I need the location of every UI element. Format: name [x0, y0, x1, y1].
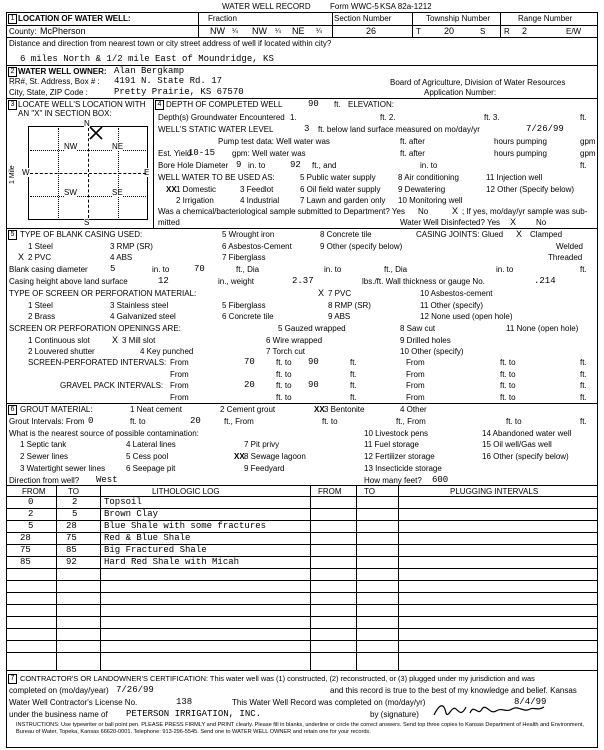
- direction-value: West: [96, 475, 118, 485]
- gw-2: ft. 2.: [380, 113, 396, 122]
- joints-x: X: [516, 229, 523, 239]
- screen-8[interactable]: 8 RMP (SR): [328, 301, 371, 310]
- city-label: City, State, ZIP Code :: [9, 88, 88, 97]
- opening-5[interactable]: 5 Gauzed wrapped: [278, 324, 346, 333]
- owner-value: Alan Bergkamp: [114, 66, 185, 76]
- certification-text: CONTRACTOR'S OR LANDOWNER'S CERTIFICATION: This water well was (1) constructed, (2) reconstructed, or (3) plugged under my jurisdiction and was: [20, 674, 535, 683]
- grout-to-value: 20: [190, 416, 201, 426]
- compass-s: S: [84, 218, 90, 227]
- address-label: RR#, St. Address, Box # :: [9, 77, 100, 86]
- contam-10[interactable]: 10 Livestock pens: [364, 429, 429, 438]
- hours-1: hours pumping: [494, 137, 547, 146]
- use-5[interactable]: 5 Public water supply: [300, 173, 376, 182]
- gp-ft-2: ft.: [580, 381, 587, 390]
- grout-ft-to: ft. to: [130, 417, 146, 426]
- log-row-desc: Topsoil: [104, 497, 142, 507]
- distance-value: 6 miles North & 1/2 mile East of Moundridge, KS: [20, 54, 274, 64]
- signature-scribble: [430, 699, 550, 721]
- log-row-desc: Red & Blue Shale: [104, 533, 191, 543]
- contam-label: What is the nearest source of possible contamination:: [9, 429, 199, 438]
- gp-to-b: ft. to: [276, 393, 292, 402]
- log-row-from: 0: [28, 497, 34, 507]
- weight-value: 2.37: [292, 276, 314, 286]
- depth-ft: ft.: [334, 100, 341, 109]
- sp-from-2b: From: [406, 370, 425, 379]
- address-value: 4191 N. State Rd. 17: [114, 76, 223, 86]
- log-header-lithologic: LITHOLOGIC LOG: [152, 487, 220, 496]
- business-label: under the business name of: [9, 710, 108, 719]
- log-header-from-2: FROM: [318, 487, 342, 496]
- gp-from-2b: From: [406, 393, 425, 402]
- contam-16[interactable]: 16 Other (specify below): [482, 452, 569, 461]
- opening-4[interactable]: 4 Key punched: [140, 347, 194, 356]
- gp-ft-2b: ft.: [580, 393, 587, 402]
- quarter-1: ¼: [232, 28, 238, 35]
- casing-4[interactable]: 4 ABS: [110, 253, 133, 262]
- sp-ft-2: ft.: [580, 358, 587, 367]
- completed-label: completed on (mo/day/year): [9, 686, 109, 695]
- opening-3[interactable]: 3 Mill slot: [122, 336, 156, 345]
- grout-label: GROUT MATERIAL:: [20, 405, 93, 414]
- contam-11[interactable]: 11 Fuel storage: [364, 440, 419, 449]
- log-row-to: 28: [66, 521, 77, 531]
- direction-label: Direction from well?: [9, 476, 80, 485]
- quadrant-sw: SW: [64, 188, 77, 197]
- opening-11[interactable]: 11 None (open hole): [506, 324, 579, 333]
- screen-4[interactable]: 4 Galvanized steel: [110, 312, 176, 321]
- ksa-ref: KSA 82a-1212: [380, 2, 432, 11]
- contam-13[interactable]: 13 Insecticide storage: [364, 464, 442, 473]
- fraction-1: NW: [210, 26, 225, 36]
- diameter-value: 5: [110, 264, 116, 274]
- pump-label: Pump test data: Well water was: [218, 137, 330, 146]
- grout-intervals-label: Grout Intervals: From: [9, 417, 85, 426]
- use-1[interactable]: 1 Domestic: [176, 185, 217, 194]
- diameter-in: in. to: [152, 265, 170, 274]
- sp-to-b: ft. to: [276, 370, 292, 379]
- gauge-value: .214: [534, 276, 556, 286]
- quarter-3: ¼: [316, 28, 322, 35]
- log-header-from: FROM: [22, 487, 46, 496]
- screen-type-label: TYPE OF SCREEN OR PERFORATION MATERIAL:: [9, 289, 197, 298]
- contam-3[interactable]: 3 Watertight sewer lines: [20, 464, 106, 473]
- bore-in: in. to: [248, 161, 266, 170]
- diameter-ft3: ft.: [580, 265, 587, 274]
- use-9[interactable]: 9 Dewatering: [398, 185, 446, 194]
- height-label: Casing height above land surface: [9, 277, 128, 286]
- log-header-plugging: PLUGGING INTERVALS: [450, 487, 539, 496]
- gp-from-b: From: [170, 393, 189, 402]
- contam-6[interactable]: 6 Seepage pit: [126, 464, 176, 473]
- grout-ft-end: ft.: [580, 417, 587, 426]
- use-3[interactable]: 3 Feedlot: [240, 185, 274, 194]
- log-row-from: 75: [20, 545, 31, 555]
- diameter-label: Blank casing diameter: [9, 265, 88, 274]
- contam-5[interactable]: 5 Cess pool: [126, 452, 169, 461]
- license-label: Water Well Contractor's License No.: [9, 698, 138, 707]
- use-7[interactable]: 7 Lawn and garden only: [300, 196, 386, 205]
- county-value: McPherson: [40, 26, 86, 36]
- casing-5[interactable]: 5 Wrought iron: [222, 230, 275, 239]
- form-title: WATER WELL RECORD: [222, 2, 311, 11]
- opening-10[interactable]: 10 Other (specify): [400, 347, 464, 356]
- grout-4[interactable]: 4 Other: [400, 405, 427, 414]
- casing-6[interactable]: 6 Asbestos-Cement: [222, 242, 292, 251]
- gp-from: From: [170, 381, 189, 390]
- gp-to-2b: ft. to: [500, 393, 516, 402]
- township-value: 20: [444, 26, 455, 36]
- opening-1[interactable]: 1 Continuous slot: [28, 336, 90, 345]
- contam-1[interactable]: 1 Septic tank: [20, 440, 67, 449]
- sp-ft-b: ft.: [350, 370, 357, 379]
- bore-in2: in. to: [420, 161, 438, 170]
- sp-from-value: 70: [244, 357, 255, 367]
- openings-label: SCREEN OR PERFORATION OPENINGS ARE:: [9, 324, 181, 333]
- bore-to: 92: [290, 160, 301, 170]
- location-label: LOCATION OF WATER WELL:: [18, 14, 131, 23]
- casing-9[interactable]: 9 Other (specify below): [320, 242, 403, 251]
- log-header-to-2: TO: [364, 487, 375, 496]
- weight-label: in., weight: [218, 277, 255, 286]
- diameter-to: 70: [194, 264, 205, 274]
- quadrant-nw: NW: [64, 142, 78, 151]
- gp-to-value: 90: [308, 380, 319, 390]
- county-label: County:: [9, 27, 37, 36]
- log-header-to: TO: [68, 487, 79, 496]
- opening-9[interactable]: 9 Drilled holes: [400, 336, 451, 345]
- welded-label[interactable]: Welded: [556, 242, 583, 251]
- range-ew: E/W: [566, 27, 582, 36]
- opening-6[interactable]: 6 Wire wrapped: [266, 336, 323, 345]
- sp-from: From: [170, 358, 189, 367]
- quadrant-se: SE: [112, 188, 123, 197]
- compass-e: E: [144, 168, 150, 177]
- application-label: Application Number:: [424, 88, 497, 97]
- height-value: 12: [158, 276, 169, 286]
- gp-to: ft. to: [276, 381, 292, 390]
- fraction-label: Fraction: [208, 14, 237, 23]
- screen-2[interactable]: 2 Brass: [28, 312, 56, 321]
- grout-3[interactable]: 3 Bentonite: [324, 405, 365, 414]
- sp-ft: ft.: [350, 358, 357, 367]
- grout-ft-to-3: ft. to: [506, 417, 522, 426]
- diameter-ft2: ft., Dia: [384, 265, 408, 274]
- contam-14[interactable]: 14 Abandoned water well: [482, 429, 572, 438]
- static-label: WELL'S STATIC WATER LEVEL: [158, 125, 274, 134]
- sp-to-value: 90: [308, 357, 319, 367]
- chem-label: Was a chemical/bacteriological sample submitted to Department? Yes: [158, 207, 405, 216]
- howmany-value: 600: [432, 475, 449, 485]
- township-label: Township Number: [426, 14, 491, 23]
- contam-4[interactable]: 4 Lateral lines: [126, 440, 176, 449]
- yield-value: 10-15: [188, 148, 216, 158]
- gpm-2: gpm: [580, 149, 596, 158]
- section-number: 4: [155, 100, 164, 110]
- bore-ft2: ft.: [580, 161, 587, 170]
- screen-intervals-label: SCREEN-PERFORATED INTERVALS:: [28, 358, 167, 367]
- depth-label: DEPTH OF COMPLETED WELL: [166, 100, 283, 109]
- chem-rest: ; If yes, mo/day/yr sample was sub-: [462, 207, 588, 216]
- signature-label: by (signature): [370, 710, 419, 719]
- grout-ft-to-2: ft. to: [322, 417, 338, 426]
- gravel-label: GRAVEL PACK INTERVALS:: [60, 381, 164, 390]
- static-value: 3: [304, 124, 310, 134]
- chem-x: X: [452, 206, 459, 216]
- log-row-to: 2: [72, 497, 78, 507]
- groundwater-label: Depth(s) Groundwater Encountered: [158, 113, 285, 122]
- pvc-x: X: [18, 252, 25, 262]
- record-date: 8/4/99: [514, 697, 547, 707]
- range-value: 2: [522, 26, 528, 36]
- grout-2[interactable]: 2 Cement grout: [220, 405, 276, 414]
- yield-label: Est. Yield: [158, 149, 192, 158]
- log-row-to: 5: [72, 509, 78, 519]
- grout-ft-from: ft., From: [224, 417, 254, 426]
- log-row-to: 75: [66, 533, 77, 543]
- completed-value: 7/26/99: [116, 685, 154, 695]
- section-number: 5: [8, 230, 17, 240]
- log-row-desc: Big Fractured Shale: [104, 545, 207, 555]
- gw-ft: ft.: [580, 113, 587, 122]
- screen-3[interactable]: 3 Stainless steel: [110, 301, 169, 310]
- gw-1: 1.: [290, 113, 297, 122]
- screen-pvc-x: X: [318, 288, 325, 298]
- quadrant-ne: NE: [112, 142, 124, 151]
- township-s: S: [480, 27, 486, 36]
- log-row-desc: Brown Clay: [104, 509, 159, 519]
- diameter-ft: ft., Dia: [236, 265, 260, 274]
- static-rest: ft. below land surface measured on mo/day/yr: [318, 125, 480, 134]
- gp-ft-b: ft.: [350, 393, 357, 402]
- mill-slot-x: X: [112, 335, 119, 345]
- log-row-from: 5: [28, 521, 34, 531]
- grout-1[interactable]: 1 Neat cement: [130, 405, 183, 414]
- diameter-in2: in. to: [324, 265, 342, 274]
- contam-9[interactable]: 9 Feedyard: [244, 464, 285, 473]
- use-x-mark: XX: [166, 185, 177, 194]
- city-value: Pretty Prairie, KS 67570: [114, 87, 244, 97]
- gw-3: ft. 3.: [484, 113, 500, 122]
- diameter-in3: in. to: [496, 265, 514, 274]
- license-value: 138: [176, 697, 193, 707]
- threaded-label[interactable]: Threaded: [548, 253, 583, 262]
- bore-label: Bore Hole Diameter: [158, 161, 229, 170]
- casing-1[interactable]: 1 Steel: [28, 242, 53, 251]
- range-label: Range Number: [518, 14, 573, 23]
- instructions: INSTRUCTIONS: Use typewriter or ball point pen. PLEASE PRESS FIRMLY and PRINT clearly. Please fill in blanks, underline or circle the correct answers. Send top three copies to Kansas Department of Health and Environment, Bureau of Water, Topeka, Kansas 66620-0001. Telephone: 913-296-5545. Send one to WATER WELL OWNER and retain one for your records.: [16, 722, 584, 735]
- board-label: Board of Agriculture, Division of Water Resources: [390, 78, 566, 87]
- locate-label: LOCATE WELL'S LOCATION WITH AN "X" IN SECTION BOX:: [18, 100, 146, 118]
- township-t: T: [416, 27, 421, 36]
- use-4[interactable]: 4 Industrial: [240, 196, 280, 205]
- contam-7[interactable]: 7 Pit privy: [244, 440, 280, 449]
- log-row-from: 85: [20, 557, 31, 567]
- opening-7[interactable]: 7 Torch cut: [266, 347, 305, 356]
- compass-n: N: [84, 119, 90, 128]
- screen-5[interactable]: 5 Fiberglass: [222, 301, 266, 310]
- completed-rest: and this record is true to the best of my knowledge and belief. Kansas: [330, 686, 577, 695]
- range-r: R: [504, 27, 510, 36]
- disinfect-no[interactable]: No: [536, 218, 547, 227]
- disinfect-x: X: [510, 217, 517, 227]
- owner-label: WATER WELL OWNER:: [18, 67, 107, 76]
- casing-7[interactable]: 7 Fiberglass: [222, 253, 266, 262]
- contam-8[interactable]: 8 Sewage lagoon: [244, 452, 306, 461]
- screen-1[interactable]: 1 Steel: [28, 301, 53, 310]
- yield-unit: gpm: Well water was: [232, 149, 306, 158]
- disinfect-label: Water Well Disinfected? Yes: [400, 218, 501, 227]
- joints-label: CASING JOINTS: Glued: [416, 230, 504, 239]
- sp-to-2: ft. to: [500, 358, 516, 367]
- screen-7[interactable]: 7 PVC: [328, 289, 352, 298]
- section-number: 7: [8, 674, 17, 684]
- depth-value: 90: [308, 99, 319, 109]
- bentonite-x: XX: [314, 405, 325, 414]
- screen-9[interactable]: 9 ABS: [328, 312, 351, 321]
- elevation-label: ELEVATION:: [348, 100, 394, 109]
- casing-2[interactable]: 2 PVC: [28, 253, 52, 262]
- fraction-3: NE: [292, 26, 305, 36]
- casing-3[interactable]: 3 RMP (SR): [110, 242, 153, 251]
- sp-ft-2b: ft.: [580, 370, 587, 379]
- sp-from-b: From: [170, 370, 189, 379]
- business-value: PETERSON IRRIGATION, INC.: [126, 709, 262, 719]
- section-number-label: Section Number: [334, 14, 392, 23]
- ft-after-2: ft. after: [400, 149, 425, 158]
- form-border: [6, 12, 598, 748]
- section-number: 6: [8, 405, 17, 415]
- ft-after-1: ft. after: [400, 137, 425, 146]
- use-label: WELL WATER TO BE USED AS:: [158, 173, 275, 182]
- gp-from-2: From: [406, 381, 425, 390]
- hours-2: hours pumping: [494, 149, 547, 158]
- use-12[interactable]: 12 Other (Specify below): [486, 185, 575, 194]
- section-number: 1: [8, 14, 17, 24]
- compass-w: W: [22, 168, 30, 177]
- quarter-2: ¼: [275, 28, 281, 35]
- casing-8[interactable]: 8 Concrete tile: [320, 230, 372, 239]
- log-row-desc: Hard Red Shale with Micah: [104, 557, 240, 567]
- gp-from-value: 20: [244, 380, 255, 390]
- gpm-1: gpm: [580, 137, 596, 146]
- record-label: This Water Well Record was completed on (mo/day/yr): [232, 698, 426, 707]
- fraction-2: NW: [252, 26, 267, 36]
- use-2[interactable]: 2 Irrigation: [176, 196, 214, 205]
- contam-2[interactable]: 2 Sewer lines: [20, 452, 69, 461]
- use-10[interactable]: 10 Monitoring well: [398, 196, 463, 205]
- contam-12[interactable]: 12 Fertilizer storage: [364, 452, 435, 461]
- use-11[interactable]: 11 Injection well: [486, 173, 543, 182]
- bore-value: 9: [236, 160, 242, 170]
- section-number: 3: [8, 100, 17, 110]
- log-row-from: 28: [20, 533, 31, 543]
- clamped-label[interactable]: Clamped: [530, 230, 563, 239]
- screen-11[interactable]: 11 Other (specify): [420, 301, 483, 310]
- chem-no[interactable]: No: [418, 207, 429, 216]
- section-number: 2: [8, 67, 17, 77]
- opening-8[interactable]: 8 Saw cut: [400, 324, 436, 333]
- bore-ft: ft., and: [312, 161, 337, 170]
- sp-from-2: From: [406, 358, 425, 367]
- log-row-to: 85: [66, 545, 77, 555]
- section-value: 26: [366, 26, 377, 36]
- use-8[interactable]: 8 Air conditioning: [398, 173, 459, 182]
- gp-to-2: ft. to: [500, 381, 516, 390]
- log-row-desc: Blue Shale with some fractures: [104, 521, 267, 531]
- log-row-to: 92: [66, 557, 77, 567]
- sp-to-2b: ft. to: [500, 370, 516, 379]
- grout-ft-from-2: ft., From: [396, 417, 426, 426]
- static-date: 7/26/99: [526, 124, 564, 134]
- screen-12[interactable]: 12 None used (open hole): [420, 312, 513, 321]
- opening-2[interactable]: 2 Louvered shutter: [28, 347, 95, 356]
- grout-from-value: 0: [88, 416, 94, 426]
- sp-to: ft. to: [276, 358, 292, 367]
- lagoon-x: XX: [234, 452, 245, 461]
- gp-ft: ft.: [350, 381, 357, 390]
- howmany-label: How many feet?: [364, 476, 422, 485]
- screen-6[interactable]: 6 Concrete tile: [222, 312, 274, 321]
- use-6[interactable]: 6 Oil field water supply: [300, 185, 381, 194]
- mitted-label: mitted: [158, 218, 180, 227]
- screen-10[interactable]: 10 Asbestos-cement: [420, 289, 493, 298]
- mile-label: 1 Mile: [9, 165, 16, 184]
- weight-rest: lbs./ft. Wall thickness or gauge No.: [362, 277, 485, 286]
- location-x-mark: [88, 125, 108, 141]
- form-number: Form WWC-5: [330, 2, 379, 11]
- log-row-from: 2: [28, 509, 34, 519]
- distance-label: Distance and direction from nearest town or city street address of well if located within city?: [9, 39, 332, 48]
- casing-label: TYPE OF BLANK CASING USED:: [20, 230, 143, 239]
- contam-15[interactable]: 15 Oil well/Gas well: [482, 440, 552, 449]
